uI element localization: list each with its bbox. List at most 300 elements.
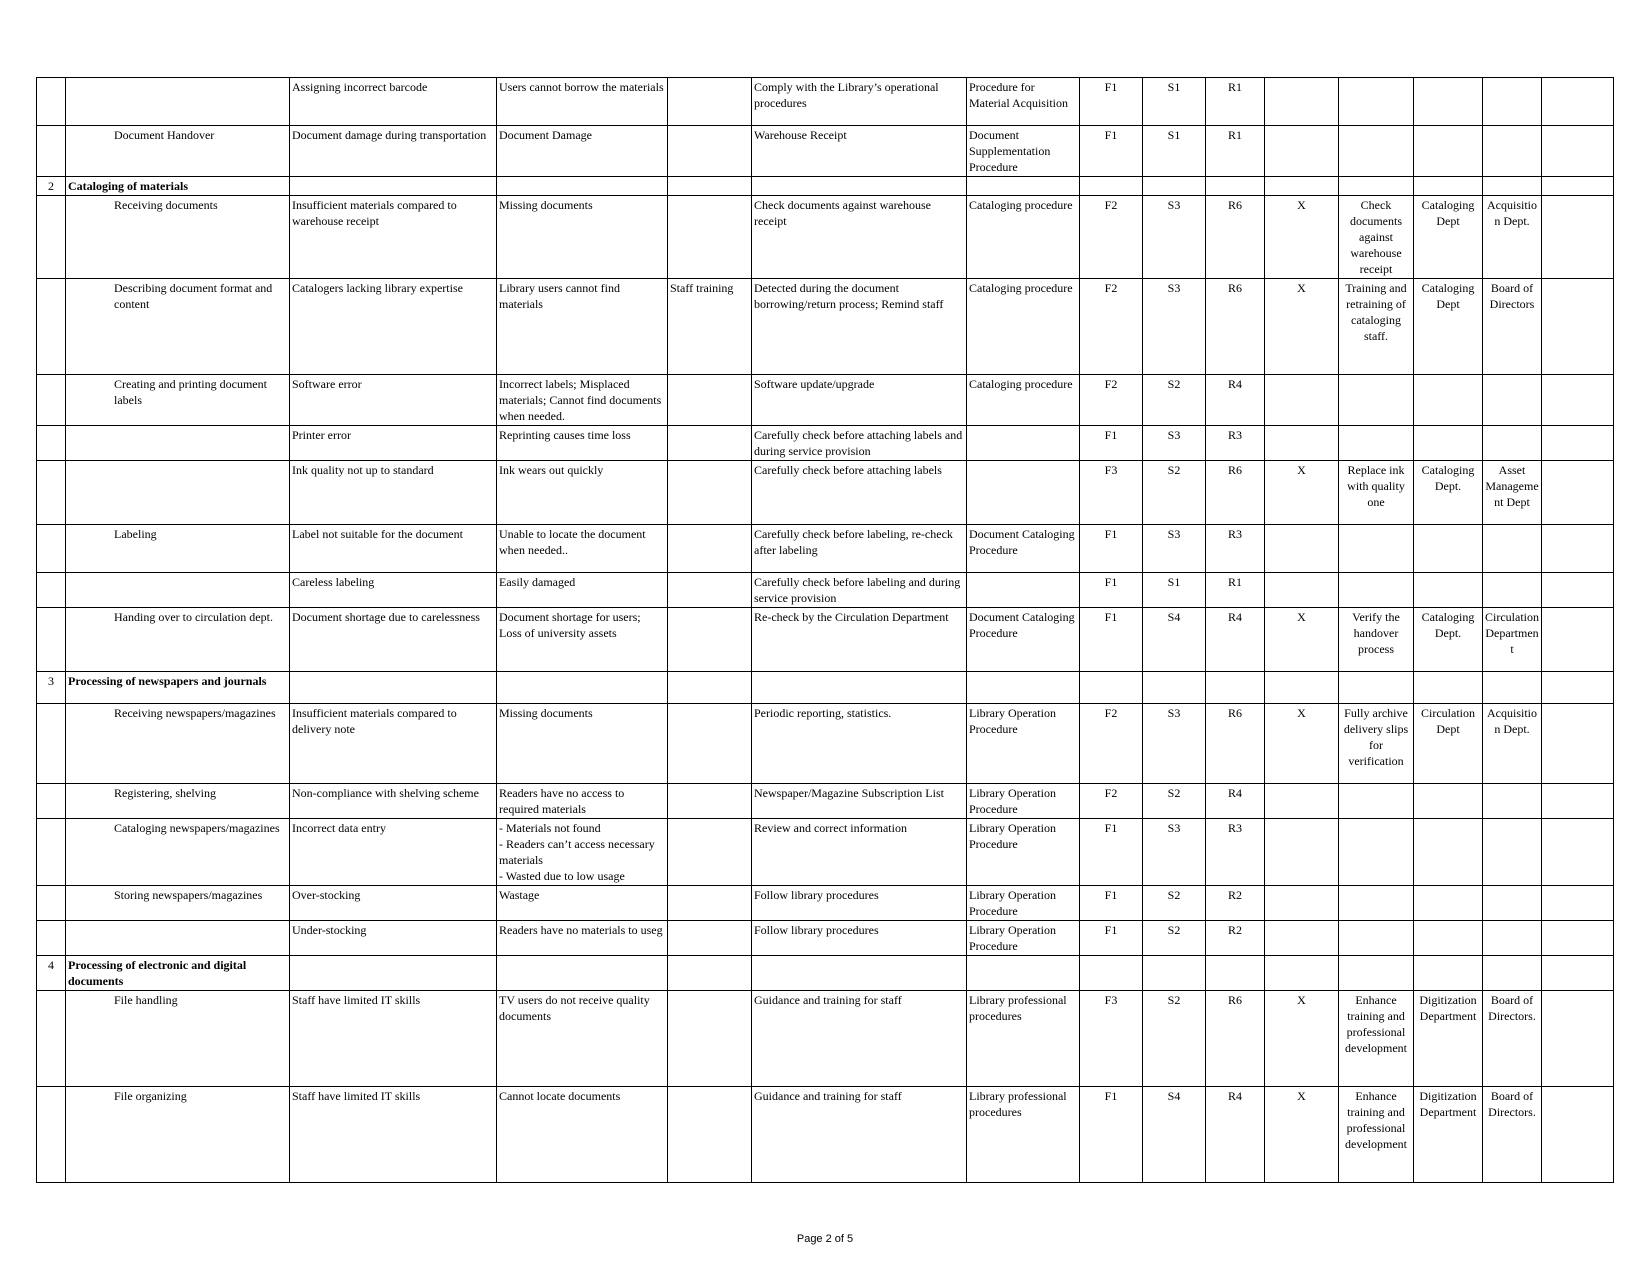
- frequency-cell: F1: [1080, 126, 1143, 177]
- empty-cell: [1143, 177, 1206, 196]
- risk-level-cell: R4: [1206, 375, 1265, 426]
- empty-cell: [1143, 956, 1206, 991]
- extra-cell: [1542, 704, 1614, 784]
- table-row: [37, 1087, 1614, 1183]
- frequency-cell: F1: [1080, 78, 1143, 126]
- empty-cell: [1265, 672, 1339, 704]
- risk-cause-cell: Careless labeling: [290, 573, 497, 608]
- procedure-cell: Library professional procedures: [967, 991, 1080, 1087]
- priority-mark-cell: [1265, 78, 1339, 126]
- existing-control-cell: Staff training: [668, 279, 752, 375]
- existing-control-cell: [668, 573, 752, 608]
- process-step-cell: [66, 426, 290, 461]
- risk-consequence-cell: Missing documents: [497, 704, 668, 784]
- control-measure-cell: Follow library procedures: [752, 921, 967, 956]
- risk-cause-cell: Ink quality not up to standard: [290, 461, 497, 525]
- action-cell: [1339, 78, 1414, 126]
- severity-cell: S4: [1143, 1087, 1206, 1183]
- action-cell: [1339, 573, 1414, 608]
- supporting-dept-cell: Board of Directors: [1483, 279, 1542, 375]
- table-row: [37, 525, 1614, 573]
- severity-cell: S2: [1143, 886, 1206, 921]
- severity-cell: S2: [1143, 375, 1206, 426]
- responsible-dept-cell: Digitization Department: [1414, 991, 1483, 1087]
- severity-cell: S1: [1143, 573, 1206, 608]
- supporting-dept-cell: [1483, 886, 1542, 921]
- process-step-cell: [66, 573, 290, 608]
- extra-cell: [1542, 784, 1614, 819]
- risk-level-cell: R1: [1206, 126, 1265, 177]
- action-cell: Enhance training and professional development: [1339, 991, 1414, 1087]
- supporting-dept-cell: [1483, 78, 1542, 126]
- risk-cause-cell: Staff have limited IT skills: [290, 1087, 497, 1183]
- table-row: [37, 819, 1614, 886]
- action-cell: [1339, 921, 1414, 956]
- extra-cell: [1542, 126, 1614, 177]
- control-measure-cell: Comply with the Library’s operational procedures: [752, 78, 967, 126]
- control-measure-cell: Newspaper/Magazine Subscription List: [752, 784, 967, 819]
- empty-cell: [1414, 956, 1483, 991]
- frequency-cell: F1: [1080, 608, 1143, 672]
- frequency-cell: F1: [1080, 525, 1143, 573]
- empty-cell: [290, 672, 497, 704]
- responsible-dept-cell: [1414, 78, 1483, 126]
- section-header-row: [37, 177, 1614, 196]
- risk-consequence-cell: Reprinting causes time loss: [497, 426, 668, 461]
- supporting-dept-cell: [1483, 921, 1542, 956]
- empty-cell: [668, 177, 752, 196]
- procedure-cell: Library Operation Procedure: [967, 921, 1080, 956]
- existing-control-cell: [668, 608, 752, 672]
- empty-cell: [1206, 177, 1265, 196]
- priority-mark-cell: [1265, 921, 1339, 956]
- action-cell: [1339, 886, 1414, 921]
- responsible-dept-cell: [1414, 784, 1483, 819]
- section-title-cell: Cataloging of materials: [66, 177, 290, 196]
- empty-cell: [1265, 177, 1339, 196]
- process-step-cell: Handing over to circulation dept.: [66, 608, 290, 672]
- extra-cell: [1542, 991, 1614, 1087]
- section-number-cell: 4: [37, 956, 66, 991]
- risk-level-cell: R3: [1206, 525, 1265, 573]
- frequency-cell: F2: [1080, 196, 1143, 279]
- supporting-dept-cell: [1483, 784, 1542, 819]
- responsible-dept-cell: Digitization Department: [1414, 1087, 1483, 1183]
- existing-control-cell: [668, 78, 752, 126]
- responsible-dept-cell: [1414, 886, 1483, 921]
- empty-cell: [1542, 672, 1614, 704]
- empty-cell: [1080, 672, 1143, 704]
- section-number-cell: 2: [37, 177, 66, 196]
- process-step-cell: Labeling: [66, 525, 290, 573]
- section-title-cell: Processing of newspapers and journals: [66, 672, 290, 704]
- control-measure-cell: Carefully check before labeling and during service provision: [752, 573, 967, 608]
- empty-cell: [1339, 177, 1414, 196]
- control-measure-cell: Re-check by the Circulation Department: [752, 608, 967, 672]
- existing-control-cell: [668, 991, 752, 1087]
- empty-cell: [967, 956, 1080, 991]
- process-step-cell: File organizing: [66, 1087, 290, 1183]
- risk-cause-cell: Under-stocking: [290, 921, 497, 956]
- severity-cell: S2: [1143, 991, 1206, 1087]
- risk-level-cell: R4: [1206, 1087, 1265, 1183]
- priority-mark-cell: [1265, 819, 1339, 886]
- responsible-dept-cell: Cataloging Dept: [1414, 196, 1483, 279]
- risk-cause-cell: Over-stocking: [290, 886, 497, 921]
- table-row: [37, 126, 1614, 177]
- severity-cell: S2: [1143, 921, 1206, 956]
- risk-level-cell: R6: [1206, 461, 1265, 525]
- procedure-cell: Library Operation Procedure: [967, 819, 1080, 886]
- empty-cell: [1414, 672, 1483, 704]
- risk-level-cell: R2: [1206, 886, 1265, 921]
- risk-level-cell: R1: [1206, 573, 1265, 608]
- risk-cause-cell: Staff have limited IT skills: [290, 991, 497, 1087]
- action-cell: Replace ink with quality one: [1339, 461, 1414, 525]
- priority-mark-cell: [1265, 784, 1339, 819]
- empty-cell: [1483, 672, 1542, 704]
- existing-control-cell: [668, 784, 752, 819]
- risk-consequence-cell: Incorrect labels; Misplaced materials; Cannot find documents when needed.: [497, 375, 668, 426]
- frequency-cell: F2: [1080, 784, 1143, 819]
- empty-cell: [497, 956, 668, 991]
- process-step-cell: Receiving newspapers/magazines: [66, 704, 290, 784]
- frequency-cell: F2: [1080, 704, 1143, 784]
- risk-level-cell: R6: [1206, 991, 1265, 1087]
- risk-cause-cell: Catalogers lacking library expertise: [290, 279, 497, 375]
- procedure-cell: Cataloging procedure: [967, 375, 1080, 426]
- process-step-cell: [66, 921, 290, 956]
- table-row: [37, 784, 1614, 819]
- row-number-cell: [37, 991, 66, 1087]
- empty-cell: [1080, 177, 1143, 196]
- risk-consequence-cell: Easily damaged: [497, 573, 668, 608]
- empty-cell: [1542, 177, 1614, 196]
- control-measure-cell: Check documents against warehouse receipt: [752, 196, 967, 279]
- frequency-cell: F1: [1080, 886, 1143, 921]
- section-title-cell: Processing of electronic and digital documents: [66, 956, 290, 991]
- empty-cell: [752, 672, 967, 704]
- risk-cause-cell: Document shortage due to carelessness: [290, 608, 497, 672]
- page-footer: Page 2 of 5: [796, 1233, 854, 1245]
- priority-mark-cell: [1265, 886, 1339, 921]
- extra-cell: [1542, 608, 1614, 672]
- existing-control-cell: [668, 886, 752, 921]
- priority-mark-cell: [1265, 525, 1339, 573]
- extra-cell: [1542, 525, 1614, 573]
- risk-level-cell: R3: [1206, 426, 1265, 461]
- row-number-cell: [37, 461, 66, 525]
- row-number-cell: [37, 375, 66, 426]
- frequency-cell: F1: [1080, 1087, 1143, 1183]
- risk-consequence-cell: Readers have no access to required materials: [497, 784, 668, 819]
- process-step-cell: Cataloging newspapers/magazines: [66, 819, 290, 886]
- frequency-cell: F3: [1080, 991, 1143, 1087]
- extra-cell: [1542, 461, 1614, 525]
- supporting-dept-cell: Asset Management Dept: [1483, 461, 1542, 525]
- empty-cell: [668, 956, 752, 991]
- process-step-cell: Storing newspapers/magazines: [66, 886, 290, 921]
- risk-cause-cell: Document damage during transportation: [290, 126, 497, 177]
- existing-control-cell: [668, 461, 752, 525]
- table-row: [37, 921, 1614, 956]
- procedure-cell: Document Supplementation Procedure: [967, 126, 1080, 177]
- control-measure-cell: Warehouse Receipt: [752, 126, 967, 177]
- risk-level-cell: R2: [1206, 921, 1265, 956]
- table-row: [37, 608, 1614, 672]
- supporting-dept-cell: [1483, 819, 1542, 886]
- priority-mark-cell: [1265, 426, 1339, 461]
- table-body: [37, 78, 1614, 1183]
- risk-level-cell: R4: [1206, 784, 1265, 819]
- priority-mark-cell: [1265, 375, 1339, 426]
- severity-cell: S3: [1143, 819, 1206, 886]
- table-row: [37, 886, 1614, 921]
- risk-level-cell: R6: [1206, 279, 1265, 375]
- responsible-dept-cell: [1414, 426, 1483, 461]
- empty-cell: [752, 177, 967, 196]
- extra-cell: [1542, 1087, 1614, 1183]
- severity-cell: S1: [1143, 126, 1206, 177]
- row-number-cell: [37, 126, 66, 177]
- procedure-cell: Document Cataloging Procedure: [967, 525, 1080, 573]
- risk-consequence-cell: Wastage: [497, 886, 668, 921]
- risk-cause-cell: Software error: [290, 375, 497, 426]
- control-measure-cell: Carefully check before labeling, re-check after labeling: [752, 525, 967, 573]
- row-number-cell: [37, 921, 66, 956]
- risk-cause-cell: Insufficient materials compared to delivery note: [290, 704, 497, 784]
- responsible-dept-cell: [1414, 573, 1483, 608]
- risk-cause-cell: Label not suitable for the document: [290, 525, 497, 573]
- control-measure-cell: Follow library procedures: [752, 886, 967, 921]
- empty-cell: [1339, 956, 1414, 991]
- procedure-cell: Document Cataloging Procedure: [967, 608, 1080, 672]
- action-cell: Enhance training and professional development: [1339, 1087, 1414, 1183]
- procedure-cell: [967, 426, 1080, 461]
- responsible-dept-cell: Circulation Dept: [1414, 704, 1483, 784]
- existing-control-cell: [668, 426, 752, 461]
- section-header-row: [37, 672, 1614, 704]
- supporting-dept-cell: Acquisition Dept.: [1483, 196, 1542, 279]
- row-number-cell: [37, 704, 66, 784]
- extra-cell: [1542, 573, 1614, 608]
- procedure-cell: Cataloging procedure: [967, 279, 1080, 375]
- table-row: [37, 991, 1614, 1087]
- priority-mark-cell: [1265, 126, 1339, 177]
- table-row: [37, 573, 1614, 608]
- responsible-dept-cell: [1414, 525, 1483, 573]
- supporting-dept-cell: [1483, 375, 1542, 426]
- risk-consequence-cell: Missing documents: [497, 196, 668, 279]
- action-cell: [1339, 819, 1414, 886]
- priority-mark-cell: X: [1265, 1087, 1339, 1183]
- risk-level-cell: R3: [1206, 819, 1265, 886]
- risk-level-cell: R1: [1206, 78, 1265, 126]
- table-row: [37, 461, 1614, 525]
- procedure-cell: Library Operation Procedure: [967, 886, 1080, 921]
- risk-table: [36, 77, 1614, 1183]
- control-measure-cell: Guidance and training for staff: [752, 1087, 967, 1183]
- supporting-dept-cell: Board of Directors.: [1483, 1087, 1542, 1183]
- empty-cell: [497, 177, 668, 196]
- action-cell: Check documents against warehouse receipt: [1339, 196, 1414, 279]
- action-cell: [1339, 426, 1414, 461]
- empty-cell: [1143, 672, 1206, 704]
- empty-cell: [1339, 672, 1414, 704]
- section-header-row: [37, 956, 1614, 991]
- process-step-cell: [66, 78, 290, 126]
- row-number-cell: [37, 525, 66, 573]
- risk-level-cell: R4: [1206, 608, 1265, 672]
- empty-cell: [668, 672, 752, 704]
- control-measure-cell: Review and correct information: [752, 819, 967, 886]
- table-row: [37, 78, 1614, 126]
- severity-cell: S3: [1143, 279, 1206, 375]
- supporting-dept-cell: Board of Directors.: [1483, 991, 1542, 1087]
- row-number-cell: [37, 608, 66, 672]
- empty-cell: [290, 956, 497, 991]
- severity-cell: S3: [1143, 426, 1206, 461]
- frequency-cell: F2: [1080, 375, 1143, 426]
- extra-cell: [1542, 819, 1614, 886]
- empty-cell: [1483, 956, 1542, 991]
- procedure-cell: Library Operation Procedure: [967, 704, 1080, 784]
- empty-cell: [290, 177, 497, 196]
- extra-cell: [1542, 426, 1614, 461]
- procedure-cell: Cataloging procedure: [967, 196, 1080, 279]
- empty-cell: [967, 672, 1080, 704]
- empty-cell: [1206, 672, 1265, 704]
- existing-control-cell: [668, 1087, 752, 1183]
- risk-consequence-cell: Ink wears out quickly: [497, 461, 668, 525]
- control-measure-cell: Software update/upgrade: [752, 375, 967, 426]
- frequency-cell: F1: [1080, 573, 1143, 608]
- row-number-cell: [37, 196, 66, 279]
- severity-cell: S3: [1143, 196, 1206, 279]
- action-cell: [1339, 375, 1414, 426]
- risk-consequence-cell: Readers have no materials to useg: [497, 921, 668, 956]
- risk-consequence-cell: Document shortage for users; Loss of university assets: [497, 608, 668, 672]
- process-step-cell: Creating and printing document labels: [66, 375, 290, 426]
- table-row: [37, 196, 1614, 279]
- severity-cell: S2: [1143, 461, 1206, 525]
- risk-consequence-cell: - Materials not found - Readers can’t access necessary materials - Wasted due to low usage: [497, 819, 668, 886]
- risk-cause-cell: Non-compliance with shelving scheme: [290, 784, 497, 819]
- severity-cell: S1: [1143, 78, 1206, 126]
- action-cell: Verify the handover process: [1339, 608, 1414, 672]
- action-cell: [1339, 784, 1414, 819]
- risk-cause-cell: Printer error: [290, 426, 497, 461]
- supporting-dept-cell: Acquisition Dept.: [1483, 704, 1542, 784]
- row-number-cell: [37, 573, 66, 608]
- priority-mark-cell: X: [1265, 461, 1339, 525]
- table-row: [37, 279, 1614, 375]
- responsible-dept-cell: [1414, 126, 1483, 177]
- responsible-dept-cell: [1414, 819, 1483, 886]
- existing-control-cell: [668, 126, 752, 177]
- priority-mark-cell: [1265, 573, 1339, 608]
- severity-cell: S3: [1143, 525, 1206, 573]
- responsible-dept-cell: Cataloging Dept.: [1414, 608, 1483, 672]
- empty-cell: [1206, 956, 1265, 991]
- priority-mark-cell: X: [1265, 991, 1339, 1087]
- risk-cause-cell: Assigning incorrect barcode: [290, 78, 497, 126]
- extra-cell: [1542, 921, 1614, 956]
- risk-consequence-cell: Unable to locate the document when needed..: [497, 525, 668, 573]
- procedure-cell: Library professional procedures: [967, 1087, 1080, 1183]
- risk-consequence-cell: Cannot locate documents: [497, 1087, 668, 1183]
- priority-mark-cell: X: [1265, 608, 1339, 672]
- supporting-dept-cell: [1483, 525, 1542, 573]
- severity-cell: S4: [1143, 608, 1206, 672]
- process-step-cell: Document Handover: [66, 126, 290, 177]
- priority-mark-cell: X: [1265, 279, 1339, 375]
- empty-cell: [497, 672, 668, 704]
- action-cell: Training and retraining of cataloging staff.: [1339, 279, 1414, 375]
- supporting-dept-cell: [1483, 126, 1542, 177]
- control-measure-cell: Carefully check before attaching labels: [752, 461, 967, 525]
- existing-control-cell: [668, 525, 752, 573]
- risk-cause-cell: Insufficient materials compared to warehouse receipt: [290, 196, 497, 279]
- row-number-cell: [37, 886, 66, 921]
- process-step-cell: File handling: [66, 991, 290, 1087]
- action-cell: [1339, 126, 1414, 177]
- extra-cell: [1542, 375, 1614, 426]
- existing-control-cell: [668, 819, 752, 886]
- priority-mark-cell: X: [1265, 704, 1339, 784]
- control-measure-cell: Periodic reporting, statistics.: [752, 704, 967, 784]
- severity-cell: S2: [1143, 784, 1206, 819]
- existing-control-cell: [668, 196, 752, 279]
- control-measure-cell: Detected during the document borrowing/return process; Remind staff: [752, 279, 967, 375]
- extra-cell: [1542, 886, 1614, 921]
- procedure-cell: Procedure for Material Acquisition: [967, 78, 1080, 126]
- risk-cause-cell: Incorrect data entry: [290, 819, 497, 886]
- row-number-cell: [37, 279, 66, 375]
- risk-consequence-cell: Library users cannot find materials: [497, 279, 668, 375]
- row-number-cell: [37, 784, 66, 819]
- extra-cell: [1542, 279, 1614, 375]
- supporting-dept-cell: Circulation Department: [1483, 608, 1542, 672]
- empty-cell: [1483, 177, 1542, 196]
- table-row: [37, 426, 1614, 461]
- row-number-cell: [37, 1087, 66, 1183]
- empty-cell: [752, 956, 967, 991]
- responsible-dept-cell: Cataloging Dept.: [1414, 461, 1483, 525]
- risk-consequence-cell: TV users do not receive quality documents: [497, 991, 668, 1087]
- supporting-dept-cell: [1483, 426, 1542, 461]
- section-number-cell: 3: [37, 672, 66, 704]
- table-row: [37, 375, 1614, 426]
- frequency-cell: F1: [1080, 819, 1143, 886]
- procedure-cell: [967, 461, 1080, 525]
- risk-level-cell: R6: [1206, 196, 1265, 279]
- risk-consequence-cell: Document Damage: [497, 126, 668, 177]
- empty-cell: [1542, 956, 1614, 991]
- control-measure-cell: Guidance and training for staff: [752, 991, 967, 1087]
- empty-cell: [1265, 956, 1339, 991]
- existing-control-cell: [668, 921, 752, 956]
- table-row: [37, 704, 1614, 784]
- risk-consequence-cell: Users cannot borrow the materials: [497, 78, 668, 126]
- supporting-dept-cell: [1483, 573, 1542, 608]
- procedure-cell: Library Operation Procedure: [967, 784, 1080, 819]
- existing-control-cell: [668, 704, 752, 784]
- extra-cell: [1542, 196, 1614, 279]
- action-cell: [1339, 525, 1414, 573]
- row-number-cell: [37, 426, 66, 461]
- process-step-cell: Describing document format and content: [66, 279, 290, 375]
